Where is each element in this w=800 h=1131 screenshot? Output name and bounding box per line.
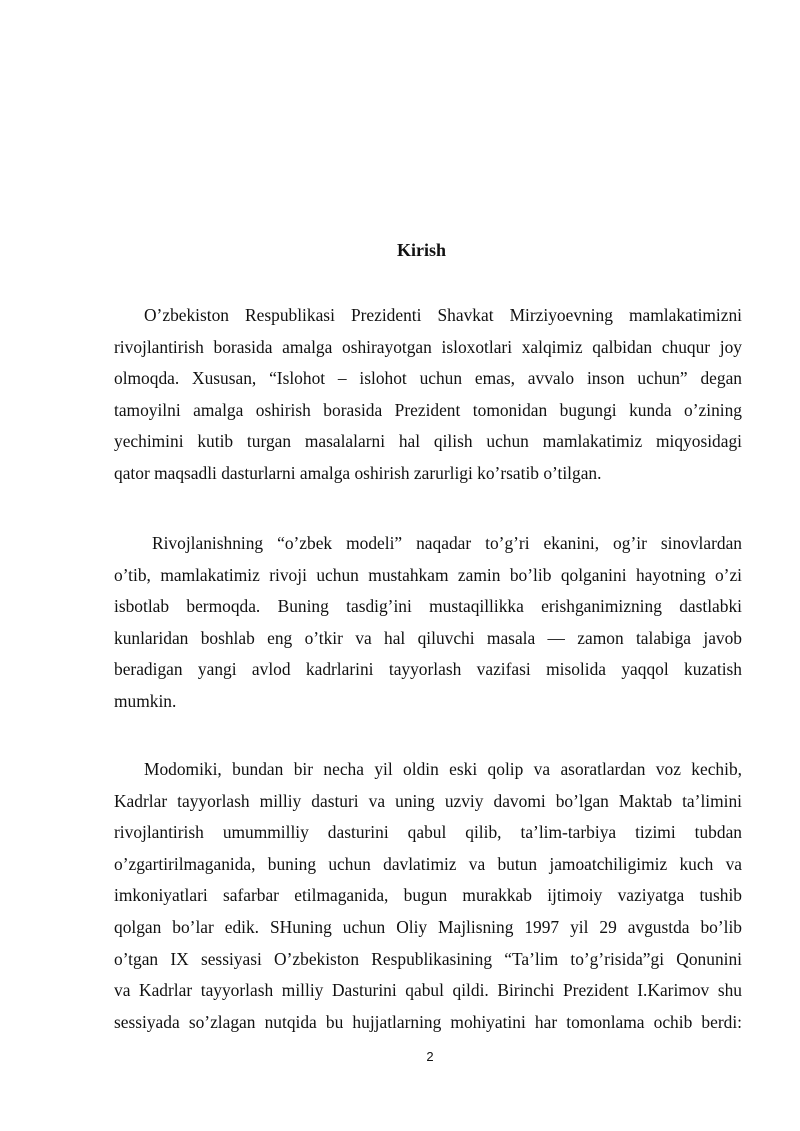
page-number: 2 <box>426 1049 434 1064</box>
paragraph-line: kunlaridan boshlab eng o’tkir va hal qiluvchi masala — zamon talabiga javob <box>114 627 742 648</box>
paragraph-line: mumkin. <box>114 690 177 711</box>
paragraph-line: Rivojlanishning “o’zbek modeli” naqadar to’g’ri ekanini, og’ir sinovlardan <box>152 533 742 553</box>
paragraph-line: yechimini kutib turgan masalalarni hal qilish uchun mamlakatimiz miqyosidagi <box>114 431 742 452</box>
paragraph-line: Modomiki, bundan bir necha yil oldin eski qolip va asoratlardan voz kechib, <box>144 759 742 779</box>
paragraph-line: qolgan bo’lar edik. SHuning uchun Oliy Majlisning 1997 yil 29 avgustda bo’lib <box>114 916 742 937</box>
paragraph-intro <box>114 300 742 490</box>
paragraph-line: tamoyilni amalga oshirish borasida Prezident tomonidan bugungi kunda o’zining <box>114 399 742 420</box>
paragraph-line: beradigan yangi avlod kadrlarini tayyorlash vazifasi misolida yaqqol kuzatish <box>114 659 742 680</box>
paragraph-line: o’tib, mamlakatimiz rivoji uchun mustahkam zamin bo’lib qolganini hayotning o’zi <box>114 564 742 585</box>
paragraph-line: rivojlantirish borasida amalga oshirayotgan isloxotlari xalqimiz qalbidan chuqur joy <box>114 336 742 357</box>
paragraph-line: va Kadrlar tayyorlash milliy Dasturini qabul qildi. Birinchi Prezident I.Karimov shu <box>114 980 742 1001</box>
paragraph-line: o’zgartirilmaganida, buning uchun davlatimiz va butun jamoatchiligimiz kuch va <box>114 853 742 874</box>
paragraph-line: isbotlab bermoqda. Buning tasdig’ini mustaqillikka erishganimizning dastlabki <box>114 596 742 617</box>
section-title: Kirish <box>396 240 446 260</box>
paragraph-line: rivojlantirish umummilliy dasturini qabul qilib, ta’lim-tarbiya tizimi tubdan <box>114 822 742 843</box>
paragraph-line: sessiyada so’zlagan nutqida bu hujjatlarning mohiyatini har tomonlama ochib berdi: <box>114 1011 742 1032</box>
paragraph-uzbek-model <box>114 528 742 718</box>
paragraph-line: Kadrlar tayyorlash milliy dasturi va uning uzviy davomi bo’lgan Maktab ta’limini <box>114 790 742 811</box>
paragraph-line: o’tgan IX sessiyasi O’zbekiston Respublikasining “Ta’lim to’g’risida”gi Qonunini <box>114 948 742 969</box>
paragraph-line: olmoqda. Xususan, “Islohot – islohot uchun emas, avvalo inson uchun” degan <box>114 368 742 389</box>
paragraph-line: qator maqsadli dasturlarni amalga oshirish zarurligi ko’rsatib o’tilgan. <box>114 462 602 483</box>
paragraph-line: imkoniyatlari safarbar etilmaganida, bugun murakkab ijtimoiy vaziyatga tushib <box>114 885 742 906</box>
paragraph-modomiki <box>114 754 742 1038</box>
paragraph-line: O’zbekiston Respublikasi Prezidenti Shavkat Mirziyoevning mamlakatimizni <box>144 305 742 325</box>
